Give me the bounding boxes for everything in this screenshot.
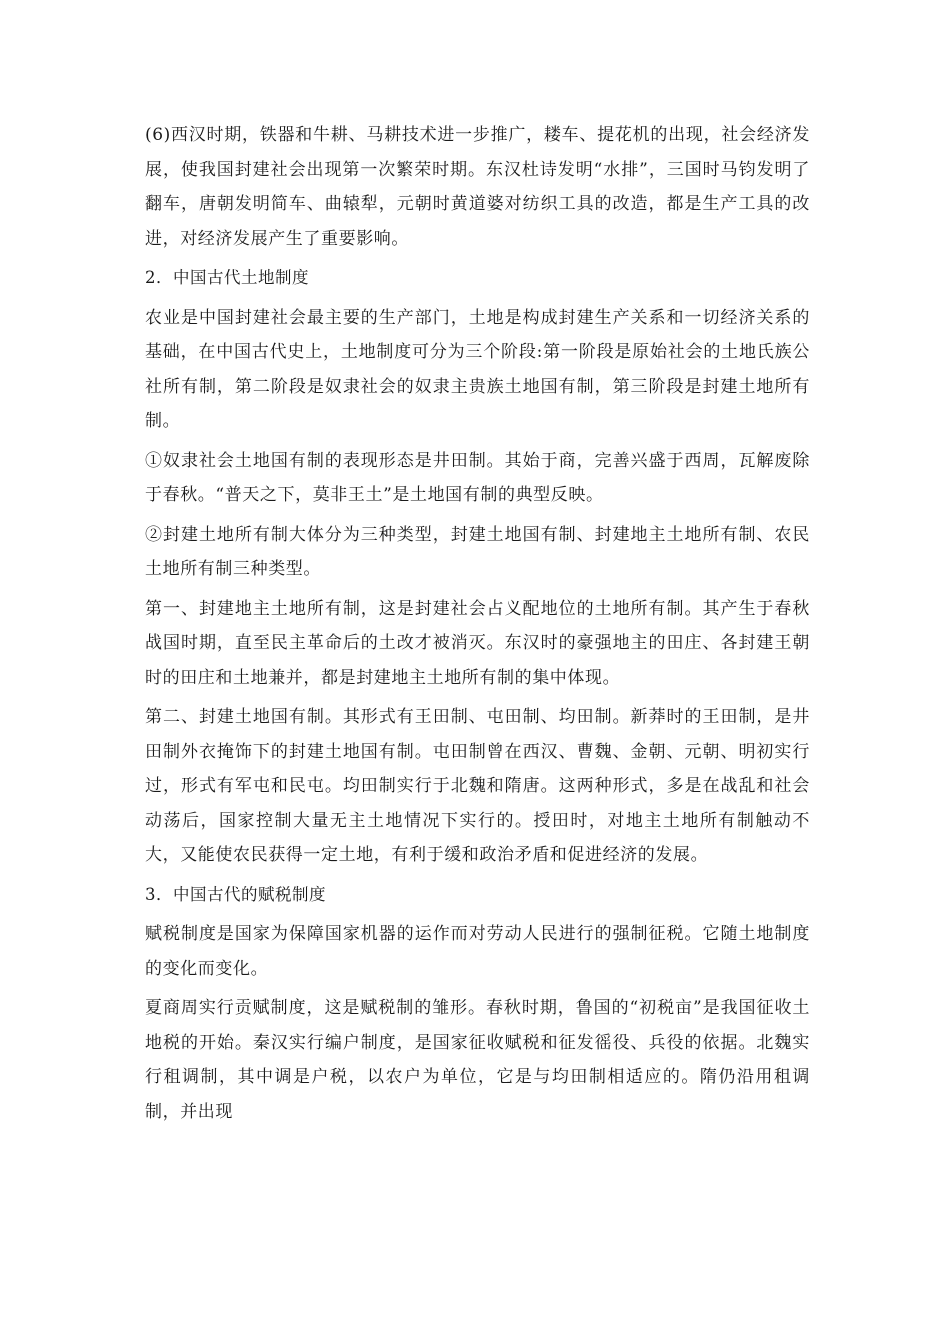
paragraph-well-field-system: ①奴隶社会土地国有制的表现形态是井田制。其始于商，完善兴盛于西周，瓦解废除于春秋。“普天之下，莫非王土”是土地国有制的典型反映。 [145,450,810,505]
section-heading-tax-system: 3．中国古代的赋税制度 [145,884,326,904]
paragraph-landlord-ownership: 第一、封建地主土地所有制，这是封建社会占义配地位的土地所有制。其产生于春秋战国时期，直至民主革命后的土改才被消灭。东汉时的豪强地主的田庄、各封建王朝时的田庄和土地兼并，都是封建地主土地所有制的集中体现。 [145,598,810,688]
paragraph-state-ownership: 第二、封建土地国有制。其形式有王田制、屯田制、均田制。新莽时的王田制，是井田制外衣掩饰下的封建土地国有制。屯田制曾在西汉、曹魏、金朝、元朝、明初实行过，形式有军屯和民屯。均田制实行于北魏和隋唐。这两种形式，多是在战乱和社会动荡后，国家控制大量无主土地情况下实行的。授田时，对地主土地所有制触动不大，又能使农民获得一定土地，有利于缓和政治矛盾和促进经济的发展。 [145,707,810,865]
document-body [145,118,810,1134]
section-heading-land-system: 2．中国古代土地制度 [145,268,309,287]
paragraph-land-system-intro: 农业是中国封建社会最主要的生产部门，土地是构成封建生产关系和一切经济关系的基础，在中国古代史上，土地制度可分为三个阶段:第一阶段是原始社会的土地氏族公社所有制，第二阶段是奴隶社会的奴隶主贵族土地国有制，第三阶段是封建土地所有制。 [145,307,810,431]
paragraph-feudal-land-types: ②封建土地所有制大体分为三种类型，封建土地国有制、封建地主土地所有制、农民土地所有制三种类型。 [145,524,810,579]
paragraph-tax-history: 夏商周实行贡赋制度，这是赋税制的雏形。春秋时期，鲁国的“初税亩”是我国征收土地税的开始。秦汉实行编户制度，是国家征收赋税和征发徭役、兵役的依据。北魏实行租调制，其中调是户税，以农户为单位，它是与均田制相适应的。隋仍沿用租调制，并出现 [145,998,810,1122]
paragraph-tax-intro: 赋税制度是国家为保障国家机器的运作而对劳动人民进行的强制征税。它随土地制度的变化而变化。 [145,924,810,979]
paragraph-western-han-tools: (6)西汉时期，铁器和牛耕、马耕技术进一步推广，耧车、提花机的出现，社会经济发展，使我国封建社会出现第一次繁荣时期。东汉杜诗发明“水排”，三国时马钧发明了翻车，唐朝发明简车、曲辕犁，元朝时黄道婆对纺织工具的改造，都是生产工具的改进，对经济发展产生了重要影响。 [145,125,810,249]
